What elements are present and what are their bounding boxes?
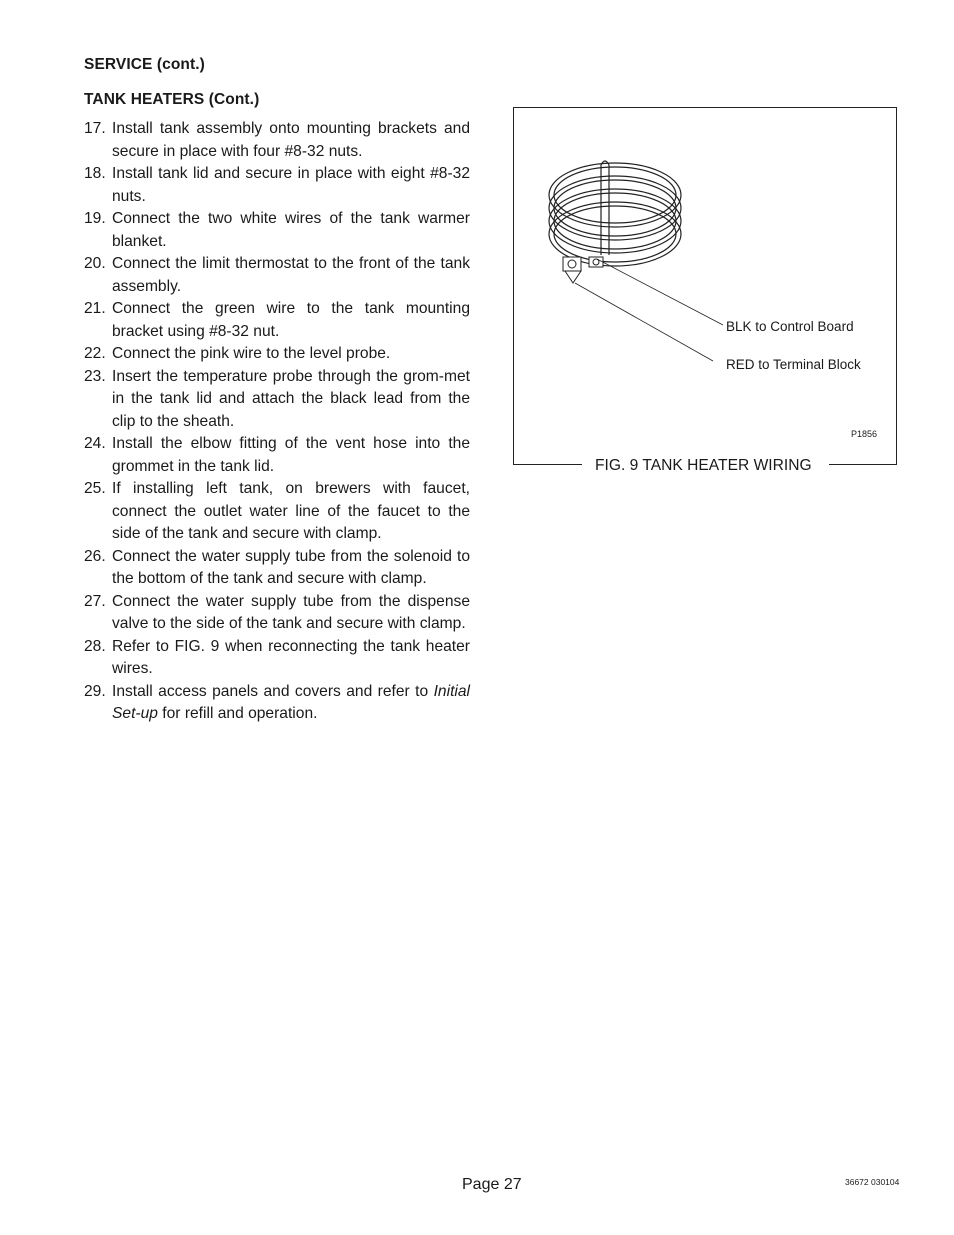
step-text-italic: Initial Set-up <box>112 682 470 722</box>
list-item <box>84 546 470 591</box>
page-number: Page 27 <box>462 1176 522 1193</box>
step-text: Connect the two white wires of the tank warmer blanket. <box>112 210 470 250</box>
list-item <box>84 118 470 163</box>
subsection-heading: TANK HEATERS (Cont.) <box>84 91 260 108</box>
step-text: Install tank assembly onto mounting brackets and secure in place with four #8-32 nuts. <box>112 120 470 160</box>
list-item <box>84 208 470 253</box>
instruction-list <box>84 118 470 726</box>
figure-caption: FIG. 9 TANK HEATER WIRING <box>595 457 812 474</box>
step-text: for refill and operation. <box>157 705 318 722</box>
list-item <box>84 478 470 546</box>
step-number: 29. <box>84 682 106 700</box>
step-number: 17. <box>84 120 106 137</box>
step-number: 19. <box>84 210 106 227</box>
step-number: 20. <box>84 255 106 272</box>
step-text: Connect the water supply tube from the dispense valve to the side of the tank and secure with clamp. <box>112 592 470 632</box>
step-number: 25. <box>84 480 106 497</box>
callout-red-label: RED to Terminal Block <box>726 357 861 372</box>
tank-heater-illustration <box>513 107 897 465</box>
part-number: P1856 <box>851 429 878 439</box>
step-text: Install access panels and covers and refer to <box>112 682 434 700</box>
step-number: 22. <box>84 345 106 362</box>
list-item <box>84 681 470 726</box>
step-text: Connect the green wire to the tank mounting bracket using #8-32 nut. <box>112 300 470 340</box>
list-item <box>84 343 470 366</box>
step-text: Refer to FIG. 9 when reconnecting the tank heater wires. <box>112 637 470 677</box>
step-text: Connect the water supply tube from the solenoid to the bottom of the tank and secure with clamp. <box>112 547 470 587</box>
step-text: Install tank lid and secure in place with eight #8-32 nuts. <box>112 165 470 205</box>
list-item <box>84 163 470 208</box>
step-text: If installing left tank, on brewers with faucet, connect the outlet water line of the faucet to the side of the tank and secure with clamp. <box>112 480 470 542</box>
list-item <box>84 253 470 298</box>
step-text: Insert the temperature probe through the grom-met in the tank lid and attach the black lead from the clip to the sheath. <box>112 367 470 430</box>
heater-terminals <box>563 257 603 283</box>
step-text: Connect the pink wire to the level probe. <box>112 345 391 362</box>
step-number: 26. <box>84 547 106 565</box>
step-number: 21. <box>84 300 106 317</box>
step-number: 24. <box>84 435 106 452</box>
step-number: 28. <box>84 637 106 655</box>
heater-coil <box>549 161 681 266</box>
document-code: 36672 030104 <box>845 1177 900 1187</box>
callout-leaders <box>575 259 723 361</box>
list-item <box>84 298 470 343</box>
step-number: 27. <box>84 592 106 610</box>
callout-blk-label: BLK to Control Board <box>726 319 854 334</box>
step-text: Connect the limit thermostat to the front of the tank assembly. <box>112 255 470 295</box>
step-text: Install the elbow fitting of the vent hose into the grommet in the tank lid. <box>112 435 470 475</box>
section-heading: SERVICE (cont.) <box>84 56 205 73</box>
list-item <box>84 433 470 478</box>
list-item <box>84 591 470 636</box>
step-number: 18. <box>84 165 106 182</box>
step-number: 23. <box>84 367 106 385</box>
list-item <box>84 636 470 681</box>
list-item <box>84 366 470 434</box>
